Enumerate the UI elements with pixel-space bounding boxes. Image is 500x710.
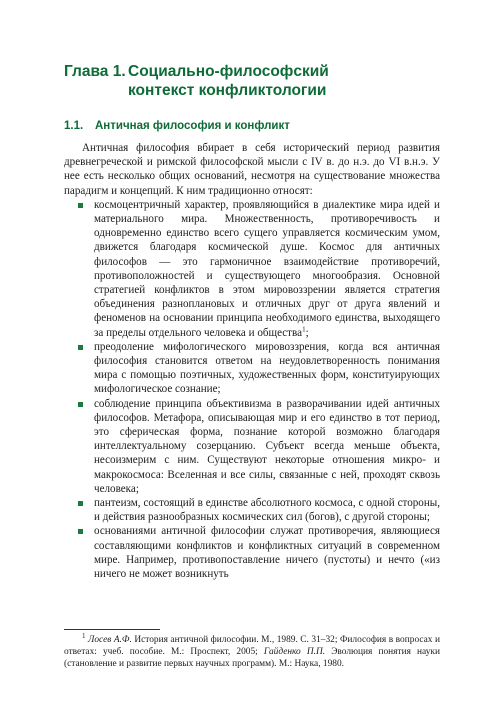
list-item-text: основаниями античной философии служат противоречия, являющиеся составляющими конфликтов и конфликтных ситуаций в современном мире. Например, противопоставление ничего (пустоты) и нечто («из ничего не может возникнуть — [94, 525, 440, 581]
intro-paragraph: Античная философия вбирает в себя исторический период развития древнегреческой и римской философской мысли с IV в. до н.э. до VI в.н.э. У нее есть несколько общих оснований, несмотря на существование множества парадигм и концепций. К ним традиционно относят: — [64, 142, 440, 197]
list-item — [64, 524, 440, 581]
body-text — [64, 141, 440, 581]
list-item — [64, 198, 440, 340]
list-item — [64, 397, 440, 496]
footnote — [64, 631, 441, 670]
section-title: Античная философия и конфликт — [95, 120, 290, 132]
footnote-text — [64, 631, 441, 670]
list-item-text: пантеизм, состоящий в единстве абсолютного космоса, с одной стороны, и действия разнообразных космических сил (богов), с другой стороны; — [94, 497, 440, 524]
chapter-heading-line1 — [64, 62, 464, 81]
footnote-text-1: История античной философии. М., 1989. С. 31–32; Философия в вопросах и ответах: учеб. пособие. М.: Проспект, 2005; — [64, 635, 441, 657]
list-item-text-tail: ; — [305, 326, 309, 339]
footnote-author-1: Лосев А.Ф. — [88, 635, 132, 645]
chapter-number: Глава 1. — [64, 63, 126, 80]
section-heading — [64, 119, 464, 133]
square-bullet-icon — [78, 529, 83, 534]
footnote-reference: 1 — [302, 324, 306, 333]
chapter-heading — [64, 62, 464, 100]
square-bullet-icon — [78, 203, 83, 208]
list-item — [64, 496, 440, 524]
square-bullet-icon — [78, 345, 83, 350]
square-bullet-icon — [78, 402, 83, 407]
bullet-list — [64, 198, 440, 581]
square-bullet-icon — [78, 501, 83, 506]
footnote-mark: 1 — [82, 631, 86, 640]
footnote-divider — [64, 629, 160, 630]
chapter-title-line2: контекст конфликтологии — [128, 82, 327, 99]
chapter-title-line1: Социально-философский — [128, 63, 329, 80]
list-item-text: преодоление мифологического мировоззрения, когда вся античная философия становится ответом на неудовлетворенность понимания мира с помощью поэтичных, художественных форм, конституирующих мифологическое сознание; — [94, 340, 440, 396]
footnote-text-2: Эволюция понятия науки (становление и развитие первых научных программ). М.: Наука, 1980. — [64, 647, 441, 669]
list-item — [64, 340, 440, 397]
list-item-text: космоцентричный характер, проявляющийся в диалектике мира идей и материального мира. Множественность, противоречивость и одновременно единство всего сущего управляется космическим умом, движется благодаря космической душе. Космос для античных философов — это гармоничное взаимодействие противоречий, противоположностей и существующего многообразия. Основной стратегией конфликтов в этом мировоззрении является стратегия объединения разноплановых и отличных друг от друга явлений и феноменов на основании принципа необходимого единства, выходящего за пределы отдельного человека и общества — [94, 198, 440, 339]
footnote-author-2: Гайденко П.П. — [263, 647, 326, 657]
section-number: 1.1. — [64, 120, 84, 132]
list-item-text: соблюдение принципа объективизма в разворачивании идей античных философов. Метафора, описывающая мир и его единство в тот период, это сферическая форма, познание которой возможно благодаря интеллектуальному созерцанию. Субъект всегда меньше объекта, несоизмерим с ним. Существуют некоторые отношения микро- и макрокосмоса: Вселенная и все силы, связанные с ней, проходят сквозь человека; — [94, 397, 440, 495]
